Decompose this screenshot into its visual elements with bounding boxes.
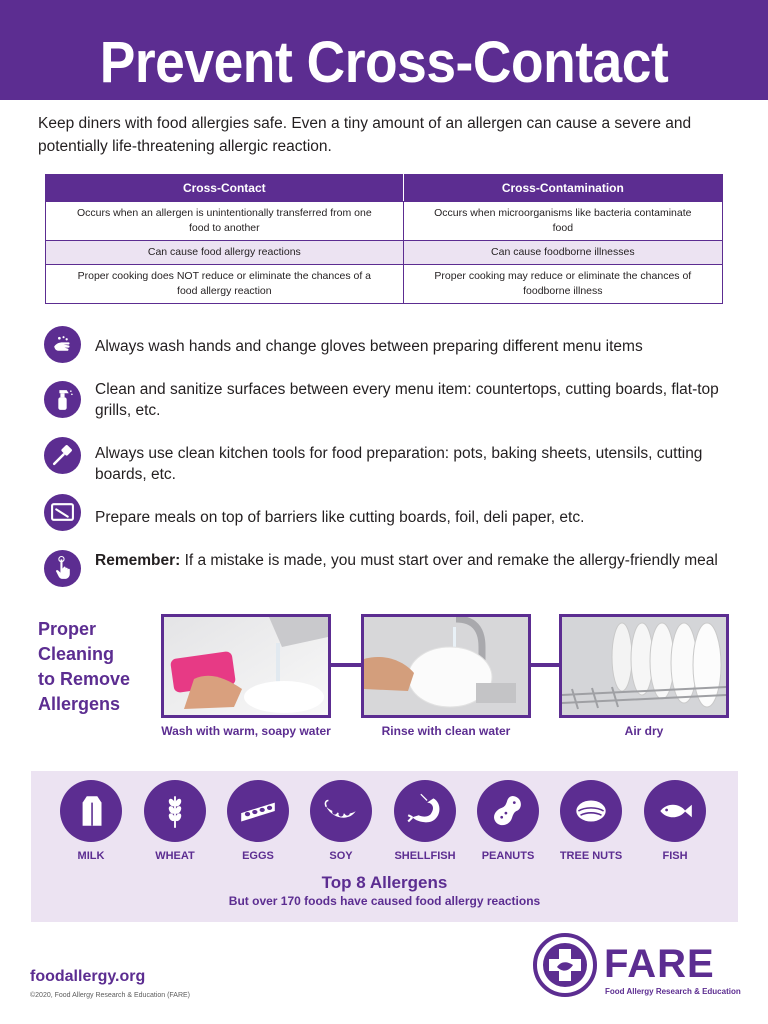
wash-photo <box>161 614 331 718</box>
allergen-item <box>218 780 298 862</box>
table-cell: Can cause food allergy reactions <box>46 241 404 265</box>
table-row <box>46 202 723 241</box>
shrimp-icon <box>394 780 456 842</box>
tip-wash-hands: Always wash hands and change gloves between preparing different menu items <box>95 338 643 355</box>
allergen-item <box>301 780 381 862</box>
allergens-title: Top 8 Allergens <box>321 873 448 892</box>
allergen-item <box>551 780 631 862</box>
hand-washing-icon <box>44 326 81 363</box>
allergens-subtitle: But over 170 foods have caused food allergy reactions <box>228 894 541 908</box>
allergen-label: EGGS <box>242 850 274 862</box>
comparison-table <box>45 174 723 304</box>
allergen-label: SOY <box>329 850 353 862</box>
peanut-icon <box>477 780 539 842</box>
allergen-label: SHELLFISH <box>394 850 456 862</box>
eggs-icon <box>227 780 289 842</box>
cleaning-title-line: Cleaning <box>38 644 115 664</box>
copyright-text: ©2020, Food Allergy Research & Education (FARE) <box>30 992 191 999</box>
cleaning-title-line: Allergens <box>38 694 121 714</box>
wash-caption: Wash with warm, soapy water <box>161 724 331 738</box>
spray-bottle-icon <box>44 381 81 418</box>
cleaning-title-line: to Remove <box>38 669 131 689</box>
fare-logo-word: FARE <box>604 942 715 986</box>
fare-logo-icon <box>533 933 597 997</box>
allergen-label: FISH <box>662 850 688 862</box>
table-header-row <box>46 175 723 202</box>
cleaning-title <box>38 617 158 717</box>
table-header-cross-contact: Cross-Contact <box>46 175 404 202</box>
allergen-item <box>385 780 465 862</box>
remember-text: If a mistake is made, you must start over and remake the allergy-friendly meal <box>180 552 718 569</box>
air-dry-photo <box>559 614 729 718</box>
spatula-icon <box>44 437 81 474</box>
table-cell: Proper cooking may reduce or eliminate the chances of foodborne illness <box>403 265 722 304</box>
rinse-photo <box>361 614 531 718</box>
intro-text: Keep diners with food allergies safe. Even a tiny amount of an allergen can cause a severe and potentially life-threatening allergic reaction. <box>38 115 692 155</box>
tip-clean-tools: Always use clean kitchen tools for food preparation: pots, baking sheets, utensils, cutting boards, etc. <box>95 445 703 483</box>
fare-logo-subtitle: Food Allergy Research & Education <box>605 987 741 996</box>
finger-reminder-icon <box>44 550 81 587</box>
rinse-caption: Rinse with clean water <box>381 724 511 738</box>
fish-icon <box>644 780 706 842</box>
table-row <box>46 241 723 265</box>
step-connector <box>330 663 364 667</box>
cutting-board-icon <box>44 494 81 531</box>
table-cell: Occurs when an allergen is unintentionally transferred from one food to another <box>46 202 404 241</box>
page-title: Prevent Cross-Contact <box>99 30 669 95</box>
website-link[interactable]: foodallergy.org <box>30 968 146 985</box>
allergen-label: TREE NUTS <box>559 850 623 862</box>
allergen-label: WHEAT <box>155 850 195 862</box>
tip-remember <box>95 550 735 571</box>
milk-carton-icon <box>60 780 122 842</box>
remember-label: Remember: <box>95 552 181 569</box>
table-cell: Can cause foodborne illnesses <box>403 241 722 265</box>
air-dry-caption: Air dry <box>624 724 664 738</box>
allergen-label: PEANUTS <box>481 850 535 862</box>
table-cell: Occurs when microorganisms like bacteria contaminate food <box>403 202 722 241</box>
cleaning-title-line: Proper <box>38 619 97 639</box>
tip-clean-surfaces: Clean and sanitize surfaces between every menu item: countertops, cutting boards, flat-top grills, etc. <box>95 381 719 419</box>
table-header-cross-contamination: Cross-Contamination <box>403 175 722 202</box>
table-cell: Proper cooking does NOT reduce or eliminate the chances of a food allergy reaction <box>46 265 404 304</box>
allergen-item <box>468 780 548 862</box>
allergen-panel <box>31 771 738 922</box>
allergen-item <box>135 780 215 862</box>
tip-barriers: Prepare meals on top of barriers like cutting boards, foil, deli paper, etc. <box>95 509 585 526</box>
allergen-label: MILK <box>77 850 105 862</box>
step-connector <box>528 663 562 667</box>
header-banner <box>0 0 768 100</box>
table-row <box>46 265 723 304</box>
wheat-icon <box>144 780 206 842</box>
tree-nut-icon <box>560 780 622 842</box>
allergen-item <box>51 780 131 862</box>
soybean-icon <box>310 780 372 842</box>
allergen-item <box>635 780 715 862</box>
